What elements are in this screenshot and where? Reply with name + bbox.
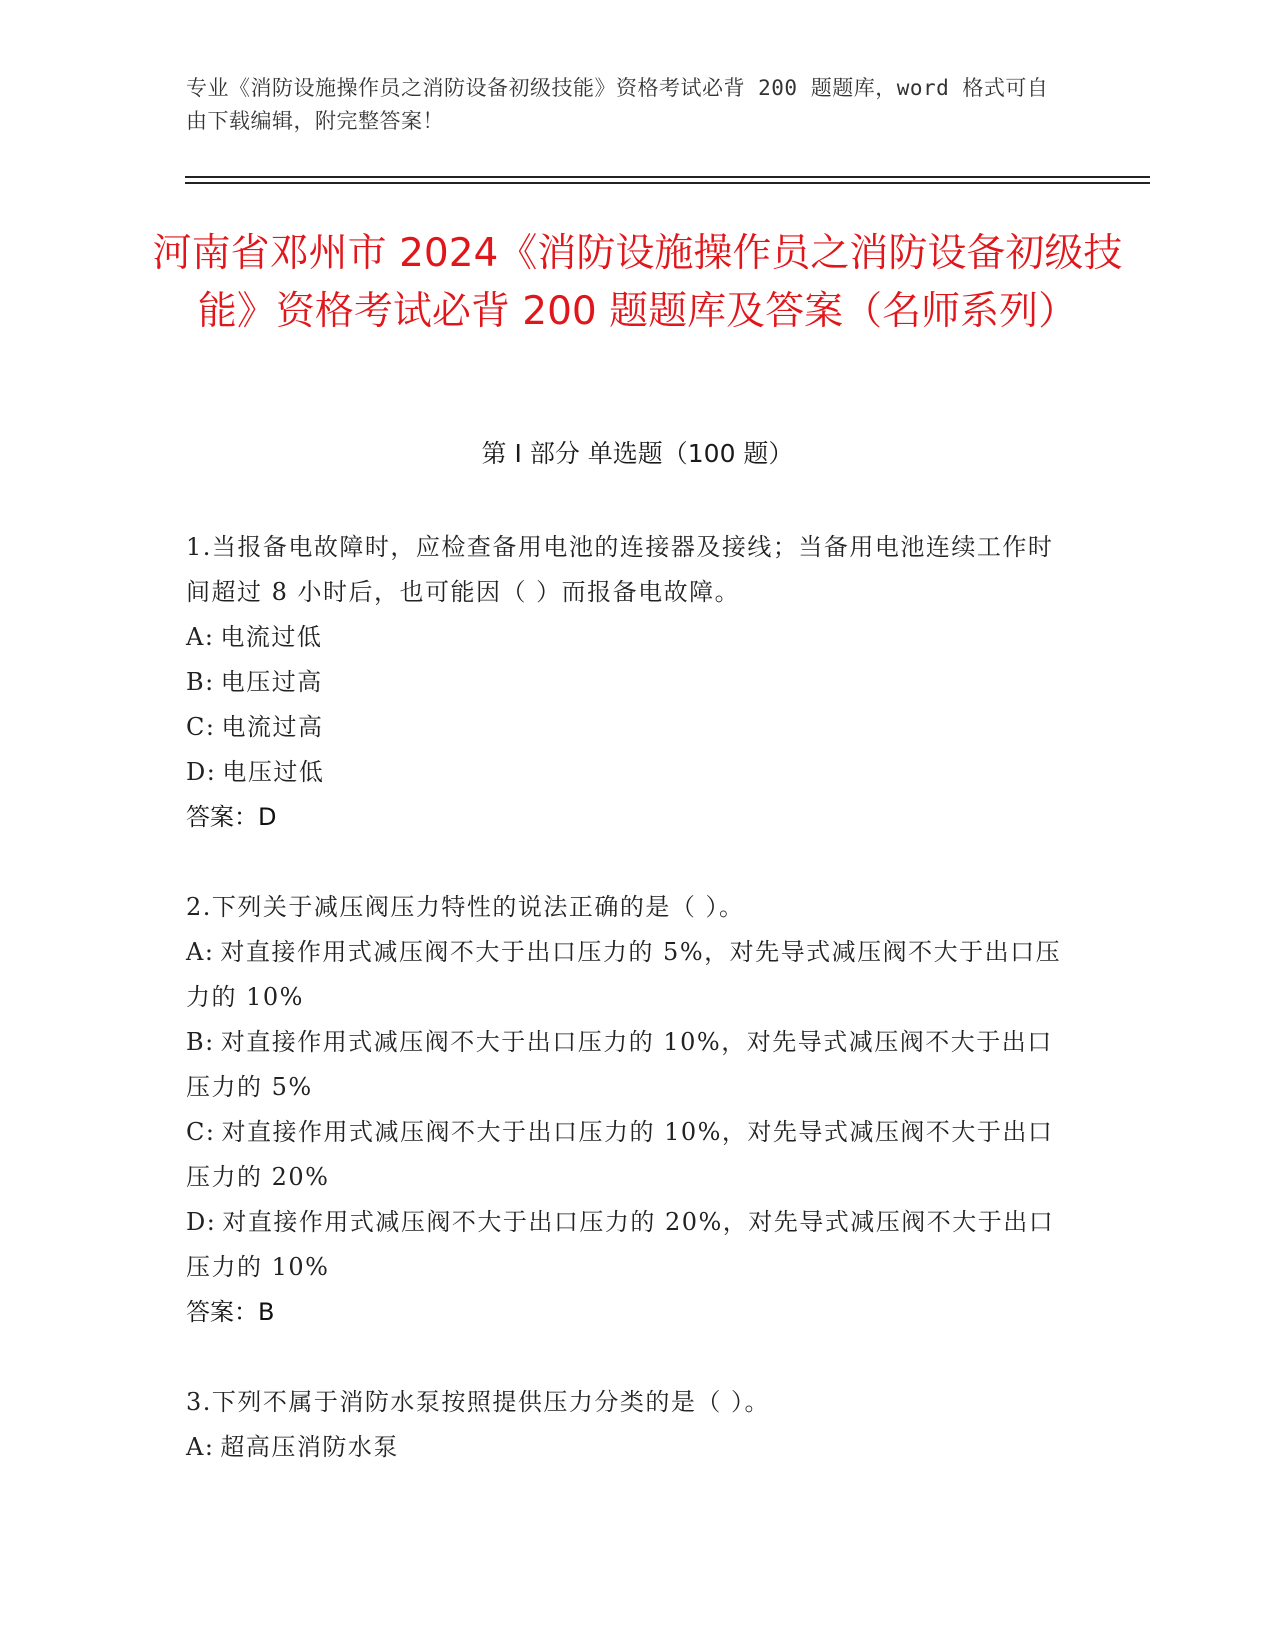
answer-line: 答案：B xyxy=(186,1298,275,1326)
section-title: 第 I 部分 单选题（100 题） xyxy=(481,439,794,468)
option-text: 对直接作用式减压阀不大于出口压力的 10%，对先导式减压阀不大于出口压力的 5% xyxy=(186,1028,1053,1101)
question-list xyxy=(186,525,1076,1515)
header-divider-bottom xyxy=(185,182,1150,184)
question-2 xyxy=(186,885,1076,1335)
option-letter: D: xyxy=(186,758,217,786)
option-letter: C: xyxy=(186,1118,216,1146)
option-letter: D: xyxy=(186,1208,217,1236)
option-a xyxy=(186,615,1076,660)
question-stem: 3.下列不属于消防水泵按照提供压力分类的是（ ）。 xyxy=(186,1388,771,1416)
option-text: 对直接作用式减压阀不大于出口压力的 5%，对先导式减压阀不大于出口压力的 10% xyxy=(186,938,1062,1011)
option-c xyxy=(186,705,1076,750)
option-text: 电压过低 xyxy=(222,758,325,786)
header-note: 专业《消防设施操作员之消防设备初级技能》资格考试必背 200 题题库，word 格式可自由下载编辑，附完整答案！ xyxy=(186,76,1049,133)
option-b xyxy=(186,1020,1076,1110)
question-3 xyxy=(186,1380,1076,1470)
answer-line: 答案：D xyxy=(186,803,277,831)
option-text: 对直接作用式减压阀不大于出口压力的 20%，对先导式减压阀不大于出口压力的 10% xyxy=(186,1208,1055,1281)
question-stem: 2.下列关于减压阀压力特性的说法正确的是（ ）。 xyxy=(186,893,745,921)
option-letter: C: xyxy=(186,713,216,741)
question-stem: 1.当报备电故障时，应检查备用电池的连接器及接线；当备用电池连续工作时间超过 8 小时后，也可能因（ ）而报备电故障。 xyxy=(186,533,1054,606)
option-text: 超高压消防水泵 xyxy=(220,1433,399,1461)
option-text: 对直接作用式减压阀不大于出口压力的 10%，对先导式减压阀不大于出口压力的 20% xyxy=(186,1118,1054,1191)
option-text: 电流过高 xyxy=(221,713,324,741)
option-a xyxy=(186,930,1076,1020)
option-letter: B: xyxy=(186,1028,215,1056)
option-letter: A: xyxy=(186,1433,215,1461)
option-text: 电流过低 xyxy=(220,623,323,651)
option-d xyxy=(186,1200,1076,1290)
option-text: 电压过高 xyxy=(220,668,323,696)
option-a xyxy=(186,1425,1076,1470)
document-title: 河南省邓州市 2024《消防设施操作员之消防设备初级技能》资格考试必背 200 题题库及答案（名师系列） xyxy=(152,231,1123,334)
question-1 xyxy=(186,525,1076,840)
option-letter: A: xyxy=(186,623,215,651)
option-c xyxy=(186,1110,1076,1200)
option-b xyxy=(186,660,1076,705)
option-letter: B: xyxy=(186,668,215,696)
option-letter: A: xyxy=(186,938,215,966)
header-divider-top xyxy=(185,176,1150,178)
option-d xyxy=(186,750,1076,795)
